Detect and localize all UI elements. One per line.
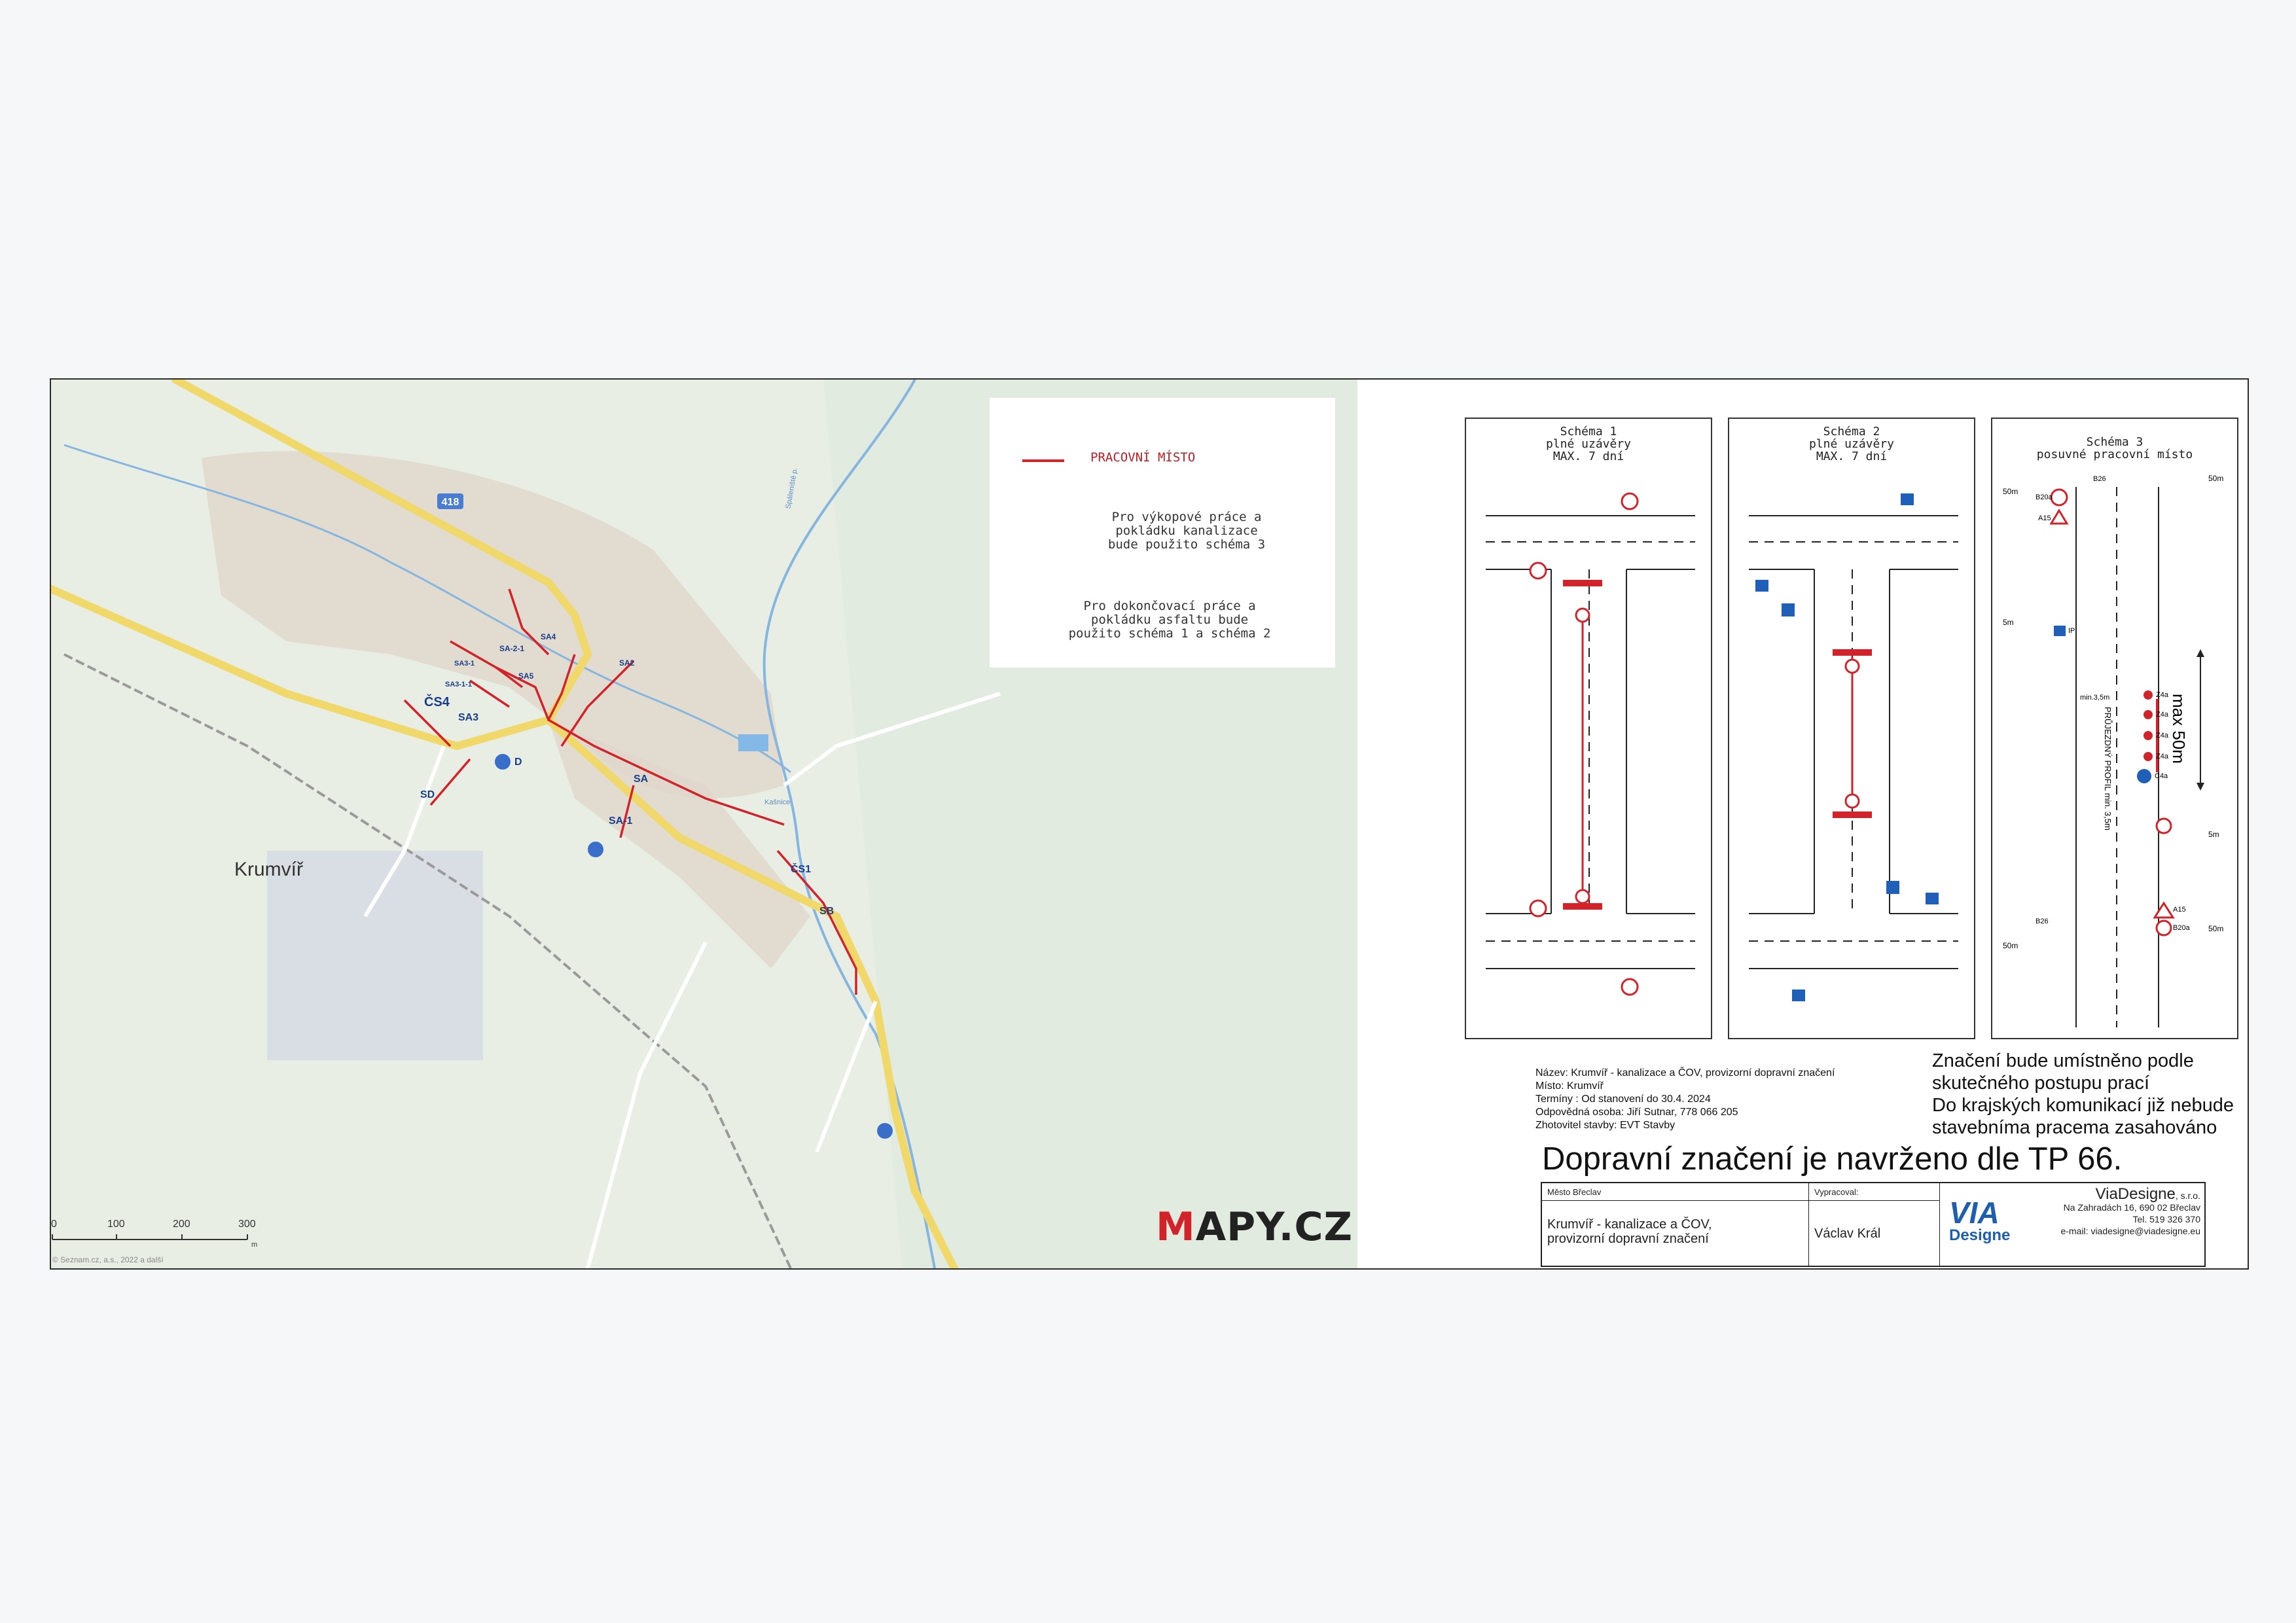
- legend-note-finishing: Pro dokončovací práce a pokládku asfaltu bude použito schéma 1 a schéma 2: [1068, 599, 1271, 641]
- sign-b20a-top: B20a: [2036, 493, 2053, 501]
- dist-label-top: 50m: [2003, 487, 2018, 496]
- legend-key-label: PRACOVNÍ MÍSTO: [1090, 450, 1196, 465]
- sign-b26-top: B26: [2093, 475, 2106, 483]
- title-block: [1541, 1182, 2206, 1267]
- tp66-note: Dopravní značení je navrženo dle TP 66.: [1542, 1141, 2123, 1177]
- label-sa3-1-1: SA3-1-1: [445, 681, 472, 688]
- label-sa: SA: [634, 774, 649, 785]
- viadesigne-logo: VIA Designe: [1949, 1196, 2011, 1244]
- sign-ip: IP: [2068, 627, 2075, 635]
- scale-tick-100: 100: [107, 1219, 125, 1230]
- label-sa2: SA2: [619, 658, 635, 668]
- info-name: Název: Krumvíř - kanalizace a ČOV, provizorní dopravní značení: [1535, 1067, 1835, 1079]
- tb-prepared-by: Václav Král: [1814, 1226, 1881, 1241]
- passage-profile-label: PRŮJEZDNÝ PROFIL min. 3,5m: [2103, 707, 2113, 830]
- map-copyright: © Seznam.cz, a.s., 2022 a další: [52, 1255, 164, 1264]
- scheme-3: [1991, 418, 2238, 1039]
- river-label-kasnice: Kašnice: [764, 798, 791, 806]
- legend-note-excavation: Pro výkopové práce a pokládku kanalizace bude použito schéma 3: [1107, 510, 1266, 552]
- sign-z4a-3: Z4a: [2156, 732, 2168, 740]
- scheme-1-title: Schéma 1 plné uzávěry MAX. 7 dní: [1545, 425, 1632, 463]
- info-responsible: Odpovědná osoba: Jiří Sutnar, 778 066 205: [1535, 1107, 1738, 1118]
- sign-z4a-4: Z4a: [2156, 753, 2168, 760]
- tb-prepared-label: Vypracoval:: [1814, 1187, 1859, 1197]
- label-sa-1: SA-1: [609, 815, 633, 827]
- placement-notice: Značení bude umístněno podle skutečného postupu prací Do krajských komunikací již nebude stavebníma pracema zasahováno: [1932, 1050, 2234, 1138]
- scheme-1: [1465, 418, 1712, 1039]
- label-sa-2-1: SA-2-1: [499, 644, 525, 653]
- scale-tick-200: 200: [173, 1219, 190, 1230]
- tb-project-name: Krumvíř - kanalizace a ČOV, provizorní dopravní značení: [1547, 1217, 1712, 1246]
- label-sb: SB: [819, 906, 834, 917]
- sign-a15-bottom: A15: [2173, 906, 2186, 914]
- sign-b20a-bottom: B20a: [2173, 924, 2190, 932]
- min-width-label: min.3,5m: [2080, 694, 2110, 702]
- label-sa3: SA3: [458, 712, 479, 723]
- company-info: ViaDesigne, s.r.o. Na Zahradách 16, 690 02 Břeclav Tel. 519 326 370 e-mail: viadesigne@viadesigne.eu: [2060, 1185, 2200, 1236]
- map-panel[interactable]: [51, 380, 1357, 1268]
- scale-bar: [51, 1215, 267, 1254]
- label-sa3-1: SA3-1: [454, 660, 475, 668]
- scheme-3-diagram: [1992, 419, 2240, 1041]
- label-sd: SD: [420, 789, 435, 800]
- project-info: [1535, 1067, 1928, 1132]
- label-cs4: ČS4: [424, 695, 450, 709]
- work-zone-swatch: [1022, 459, 1064, 462]
- label-cs1: ČS1: [791, 864, 812, 875]
- scheme-2: [1728, 418, 1975, 1039]
- dist-label-top-right: 50m: [2208, 474, 2224, 483]
- scale-tick-0: 0: [51, 1219, 57, 1230]
- dist5-label-left: 5m: [2003, 618, 2014, 627]
- scheme-2-title: Schéma 2 plné uzávěry MAX. 7 dní: [1808, 425, 1895, 463]
- info-dates: Termíny : Od stanovení do 30.4. 2024: [1535, 1094, 1711, 1105]
- info-place: Místo: Krumvíř: [1535, 1080, 1604, 1092]
- road-number-label: 418: [441, 497, 459, 508]
- tb-authority: Město Břeclav: [1547, 1187, 1602, 1197]
- info-contractor: Zhotovitel stavby: EVT Stavby: [1535, 1120, 1676, 1131]
- dist5-label-right: 5m: [2208, 830, 2219, 839]
- label-sa5: SA5: [518, 671, 534, 681]
- scheme-1-diagram: [1466, 419, 1713, 1041]
- max-50m-label: max 50m: [2169, 694, 2189, 764]
- label-d: D: [514, 757, 522, 768]
- mapy-cz-logo: MAPY.CZ: [1156, 1204, 1353, 1250]
- river-label-spaleniste: Spáleniště p.: [784, 467, 800, 510]
- sign-z4a-2: Z4a: [2156, 711, 2168, 719]
- scale-unit: m: [251, 1241, 258, 1249]
- tb-project-cell: [1542, 1183, 1809, 1266]
- sign-c4a: C4a: [2155, 772, 2168, 780]
- dist-label-bottom: 50m: [2003, 941, 2018, 950]
- scale-tick-300: 300: [238, 1219, 256, 1230]
- label-sa4: SA4: [541, 632, 556, 641]
- sign-b26-bottom: B26: [2036, 918, 2049, 925]
- industrial-area: [267, 851, 483, 1060]
- town-label: Krumvíř: [234, 859, 303, 880]
- dist-label-bottom-right: 50m: [2208, 924, 2224, 933]
- sign-z4a-1: Z4a: [2156, 691, 2168, 699]
- drawing-sheet: [50, 378, 2249, 1270]
- sign-a15-top: A15: [2038, 514, 2051, 522]
- scheme-3-title: Schéma 3 posuvné pracovní místo: [2036, 435, 2193, 461]
- scheme-2-diagram: [1729, 419, 1977, 1041]
- map-legend: [990, 398, 1335, 668]
- tb-prepared-cell: [1809, 1183, 1940, 1266]
